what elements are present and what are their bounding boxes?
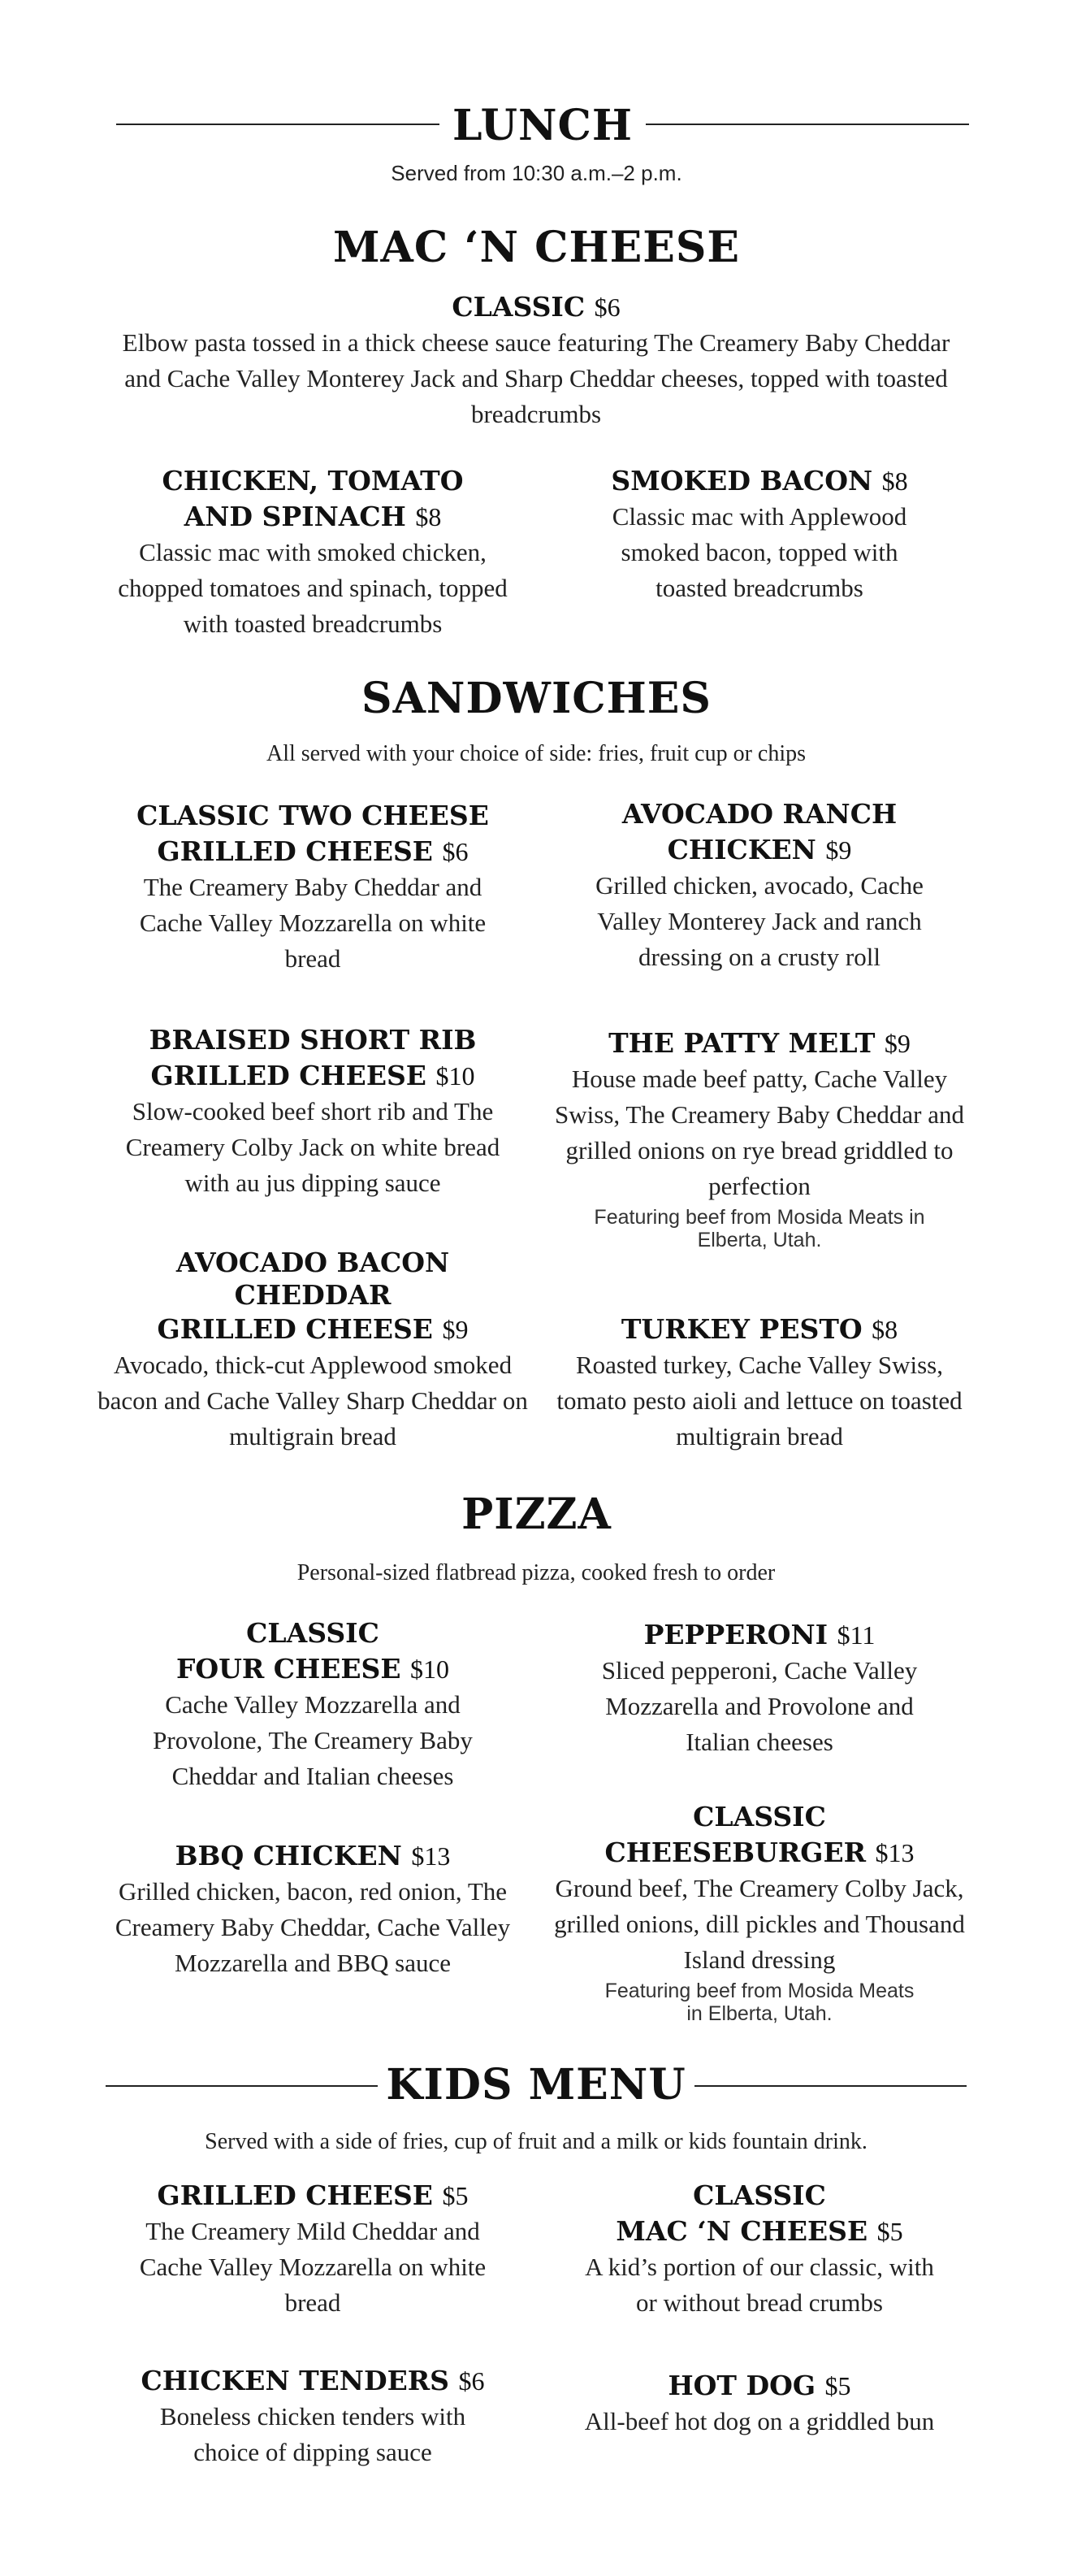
item-price: $6 [458,2366,485,2396]
item-description: Elbow pasta tossed in a thick cheese sauce featuring The Creamery Baby Cheddar and Cache Valley Monterey Jack and Sharp Cheddar cheeses, topped with toasted breadcrumbs [122,328,950,428]
menu-item-avocado-bacon-cheddar [97,1247,528,1455]
item-name-line2: AND SPINACH [184,501,406,532]
divider-right [694,2085,967,2087]
item-description: A kid’s portion of our classic, with or without bread crumbs [585,2253,934,2317]
item-name-line1: CLASSIC [693,2179,826,2211]
lunch-subtitle: Served from 10:30 a.m.–2 p.m. [391,161,682,185]
kids-subtitle: Served with a side of fries, cup of fruit and a milk or kids fountain drink. [205,2129,867,2154]
item-description: Grilled chicken, avocado, Cache Valley Monterey Jack and ranch dressing on a crusty roll [595,871,924,971]
item-name-line2: CHEESEBURGER [604,1837,867,1868]
item-name: BBQ CHICKEN [175,1840,402,1871]
menu-item-turkey-pesto [544,1312,975,1455]
item-price: $10 [410,1654,450,1684]
menu-item-smoked-bacon [544,463,975,606]
item-name: PEPPERONI [643,1619,829,1650]
menu-item-classic-mac [81,289,991,432]
mac-section-title: MAC ‘N CHEESE [332,223,741,272]
item-name-line2: CHICKEN [667,834,816,865]
item-description: All-beef hot dog on a griddled bun [584,2407,935,2435]
item-price: $13 [875,1838,915,1867]
menu-item-classic-two-cheese [97,798,528,977]
item-price: $5 [824,2371,851,2400]
menu-item-avocado-ranch-chicken [544,796,975,975]
item-price: $8 [415,502,442,531]
item-name-line1: BRAISED SHORT RIB [149,1024,477,1056]
item-description: House made beef patty, Cache Valley Swiss, The Creamery Baby Cheddar and grilled onions on rye bread griddled to perfection [555,1065,964,1200]
item-name: HOT DOG [668,2370,816,2401]
item-name: CLASSIC [452,291,586,323]
item-name-line2: MAC ‘N CHEESE [616,2215,868,2247]
item-name: TURKEY PESTO [621,1313,863,1345]
pizza-section-title: PIZZA [461,1490,612,1539]
pizza-subtitle: Personal-sized flatbread pizza, cooked fresh to order [296,1560,776,1585]
item-name-line1: CHICKEN, TOMATO [162,465,464,497]
item-name-line1: AVOCADO RANCH [621,798,898,830]
item-name: SMOKED BACON [611,465,873,497]
item-name: GRILLED CHEESE [157,2179,433,2211]
item-name-line3: GRILLED CHEESE [157,1313,433,1345]
menu-item-kids-mac [544,2178,975,2321]
item-description: The Creamery Baby Cheddar and Cache Valley Mozzarella on white bread [139,873,487,973]
item-description: The Creamery Mild Cheddar and Cache Valley Mozzarella on white bread [139,2217,487,2317]
item-price: $9 [884,1029,911,1058]
item-description: Roasted turkey, Cache Valley Swiss, tomato pesto aioli and lettuce on toasted multigrain bread [556,1351,963,1451]
item-name-line2: GRILLED CHEESE [150,1060,426,1091]
divider-left [116,124,439,125]
item-price: $6 [442,837,469,866]
item-price: $13 [411,1841,451,1871]
item-price: $5 [442,2181,469,2210]
menu-item-pepperoni [544,1617,975,1760]
item-description: Cache Valley Mozzarella and Provolone, The Creamery Baby Cheddar and Italian cheeses [153,1690,473,1790]
item-description: Classic mac with smoked chicken, chopped tomatoes and spinach, topped with toasted breadcrumbs [118,538,508,638]
item-price: $8 [872,1315,898,1344]
menu-item-kids-grilled-cheese [97,2178,528,2321]
item-name-line1: CLASSIC [246,1617,379,1649]
item-name-line2: FOUR CHEESE [175,1653,401,1685]
item-price: $11 [837,1620,876,1650]
menu-item-chicken-tomato-spinach [97,463,528,642]
kids-title: KIDS MENU [386,2060,686,2110]
item-note: Featuring beef from Mosida Meats in Elberta, Utah. [594,1206,925,1251]
item-note: Featuring beef from Mosida Meats in Elberta, Utah. [604,1980,915,2025]
sandwiches-section-title: SANDWICHES [361,674,712,723]
item-name-line1: CLASSIC [693,1801,826,1832]
item-description: Classic mac with Applewood smoked bacon, topped with toasted breadcrumbs [612,502,907,602]
menu-item-braised-short-rib [97,1022,528,1201]
divider-right [646,124,969,125]
item-price: $10 [435,1061,475,1091]
item-price: $9 [442,1315,469,1344]
item-price: $8 [881,466,908,496]
menu-item-classic-cheeseburger [544,1799,975,2025]
item-description: Slow-cooked beef short rib and The Creamery Colby Jack on white bread with au jus dipping sauce [125,1097,500,1197]
item-description: Boneless chicken tenders with choice of dipping sauce [159,2402,466,2466]
item-description: Grilled chicken, bacon, red onion, The Creamery Baby Cheddar, Cache Valley Mozzarella and BBQ sauce [115,1877,511,1977]
item-name-line1: AVOCADO BACON [175,1247,450,1278]
divider-left [106,2085,378,2087]
item-name: THE PATTY MELT [608,1027,876,1059]
item-price: $6 [594,293,621,322]
menu-item-bbq-chicken [97,1838,528,1981]
menu-item-patty-melt [544,1026,975,1251]
item-description: Ground beef, The Creamery Colby Jack, grilled onions, dill pickles and Thousand Island dressing [554,1874,965,1974]
item-name: CHICKEN TENDERS [141,2365,450,2396]
item-name-line2: CHEDDAR [234,1279,392,1311]
menu-item-hot-dog [544,2368,975,2439]
item-name-line1: CLASSIC TWO CHEESE [136,800,489,831]
item-price: $5 [876,2217,903,2246]
item-description: Sliced pepperoni, Cache Valley Mozzarella and Provolone and Italian cheeses [601,1656,918,1756]
lunch-title: LUNCH [452,101,634,150]
item-name-line2: GRILLED CHEESE [157,835,433,867]
menu-item-chicken-tenders [97,2363,528,2470]
item-price: $9 [825,835,852,865]
item-description: Avocado, thick-cut Applewood smoked bacon and Cache Valley Sharp Cheddar on multigrain bread [97,1351,528,1451]
sandwiches-subtitle: All served with your choice of side: fries, fruit cup or chips [266,741,807,766]
menu-item-classic-four-cheese [97,1615,528,1794]
